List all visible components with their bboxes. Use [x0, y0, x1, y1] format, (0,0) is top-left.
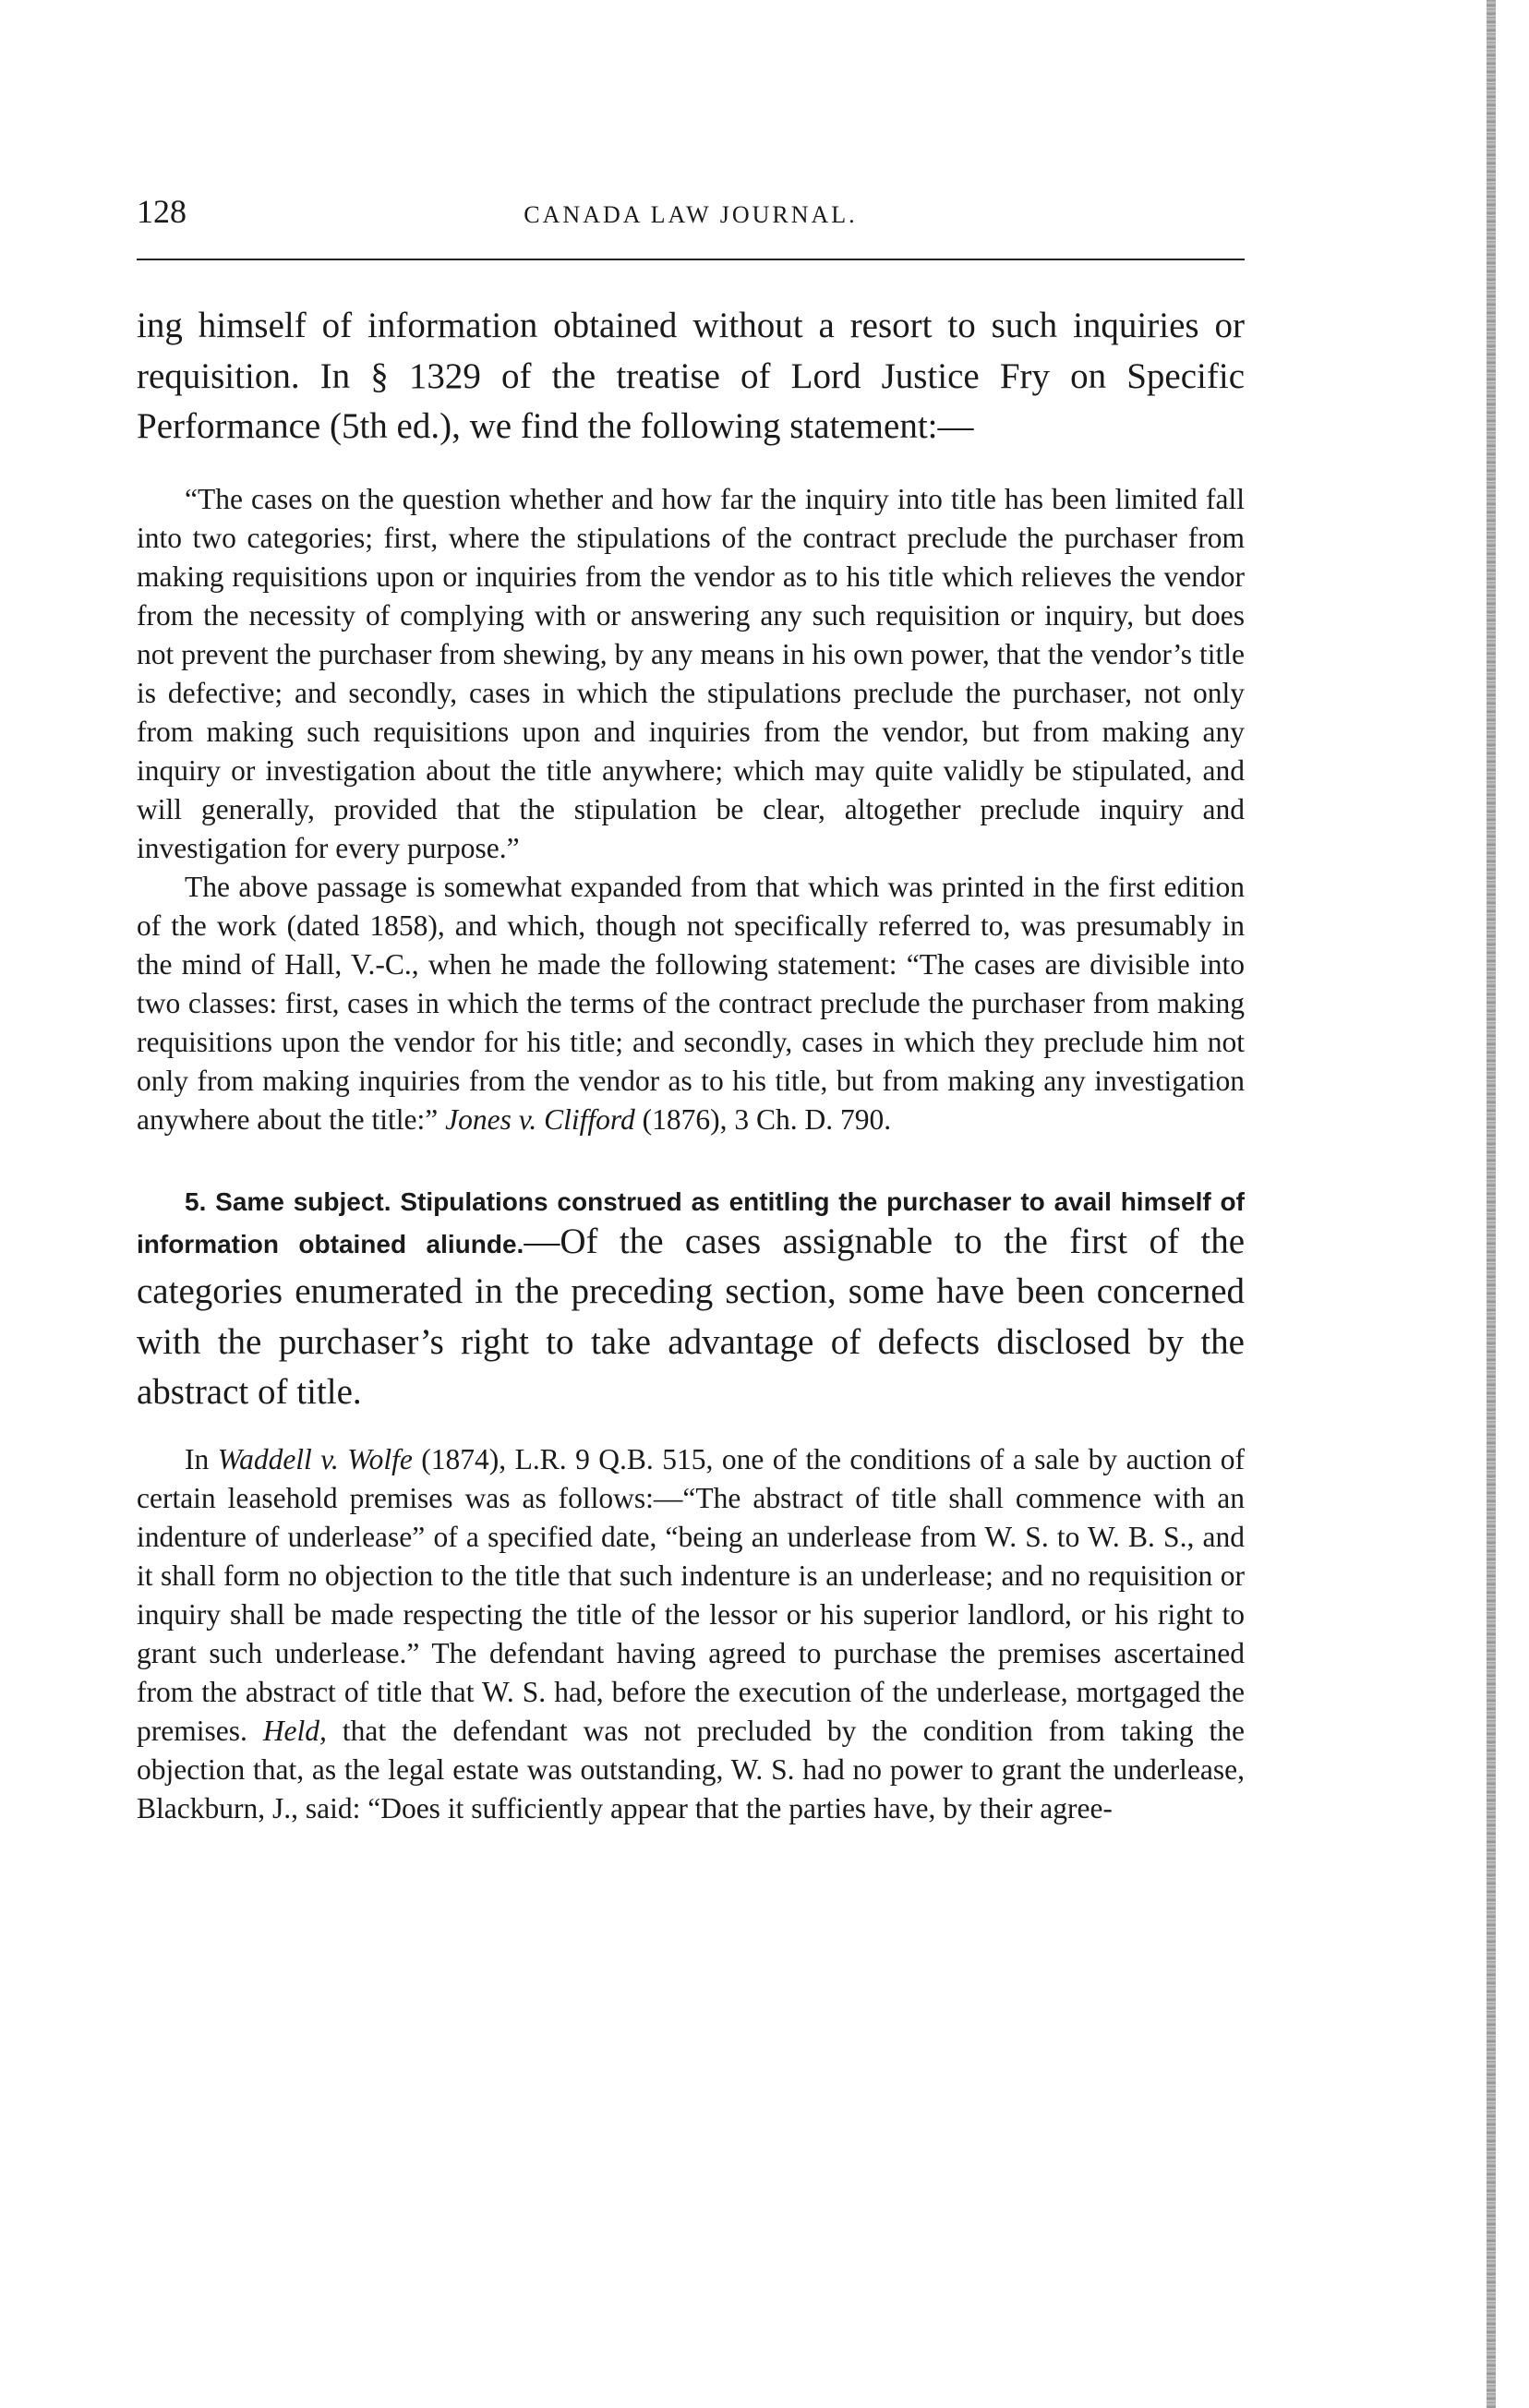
paragraph-text-2: that the defendant was not precluded by the condition from taking the objection that, as the legal estate was outstanding, W. S. had no power to grant the underlease, Blackburn, J., said: “Does it sufficiently appear that the parties have, by their agree-: [137, 1714, 1246, 1824]
document-page: [137, 185, 1245, 1828]
section-5: [137, 1187, 1245, 1418]
section-heading: 5. Same subject. Stipulations construed as entitling the purchaser to avail himself of information obtained aliunde.: [137, 1186, 1245, 1258]
paragraph-text: The above passage is somewhat expanded from that which was printed in the first edition of the work (dated 1858), and which, though not specifically referred to, was presumably in the mind of Hall, V.-C., when he made the following statement: “The cases are divisible into two classes: first, cases in which the terms of the contract preclude the purchaser from making requisitions upon the vendor for his title; and secondly, cases in which they preclude him not only from making inquiries from the vendor as to his title, but from making any investigation anywhere about the title:”: [137, 870, 1245, 1136]
paragraph-waddell-wolfe: [137, 1440, 1245, 1828]
scanned-page-edge: [1487, 0, 1496, 2408]
lead-word: In: [185, 1442, 210, 1475]
paragraph-text-1: (1874), L.R. 9 Q.B. 515, one of the conditions of a sale by auction of certain leasehold premises was as follows:—“The abstract of title shall commence with an indenture of underlease” of a specified date, “being an underlease from W. S. to W. B. S., and it shall form no objection to the title that such indenture is an underlease; and no requisition or inquiry shall be made respecting the title of the lessor or his superior landlord, or his right to grant such underlease.” The defendant having agreed to purchase the premises ascertained from the abstract of title that W. S. had, before the execution of the underlease, mortgaged the premises.: [137, 1442, 1246, 1747]
case-citation: (1876), 3 Ch. D. 790.: [642, 1102, 892, 1136]
section-body: —Of the cases assignable to the first of the categories enumerated in the preceding section, some have been concerned with the purchaser’s right to take advantage of defects disclosed by the abstract of title.: [137, 1221, 1245, 1412]
case-name-waddell-wolfe: Waddell v. Wolfe: [217, 1442, 413, 1475]
case-name-jones-clifford: Jones v. Clifford: [445, 1102, 635, 1136]
quoted-passage-fry: “The cases on the question whether and how far the inquiry into title has been limited fall into two categories; first, where the stipulations of the contract preclude the purchaser from making requisitions upon or inquiries from the vendor as to his title which relieves the vendor from the necessity of complying with or answering any such requisition or inquiry, but does not prevent the purchaser from shewing, by any means in his own power, that the vendor’s title is defective; and secondly, cases in which the stipulations preclude the purchaser, not only from making such requisitions upon and inquiries from the vendor, but from making any inquiry or investigation about the title anywhere; which may quite validly be stipulated, and will generally, provided that the stipulation be clear, altogether preclude inquiry and investigation for every purpose.”: [137, 482, 1245, 864]
paragraph-hall-statement: [137, 868, 1245, 1139]
held-word: Held,: [262, 1714, 327, 1747]
running-header: [137, 185, 1245, 260]
page-number: 128: [137, 193, 187, 230]
journal-title: CANADA LAW JOURNAL.: [524, 201, 858, 228]
paragraph-continuation: ing himself of information obtained without a resort to such inquiries or requisition. In § 1329 of the treatise of Lord Justice Fry on Specific Performance (5th ed.), we find the following statement:—: [137, 306, 1245, 446]
